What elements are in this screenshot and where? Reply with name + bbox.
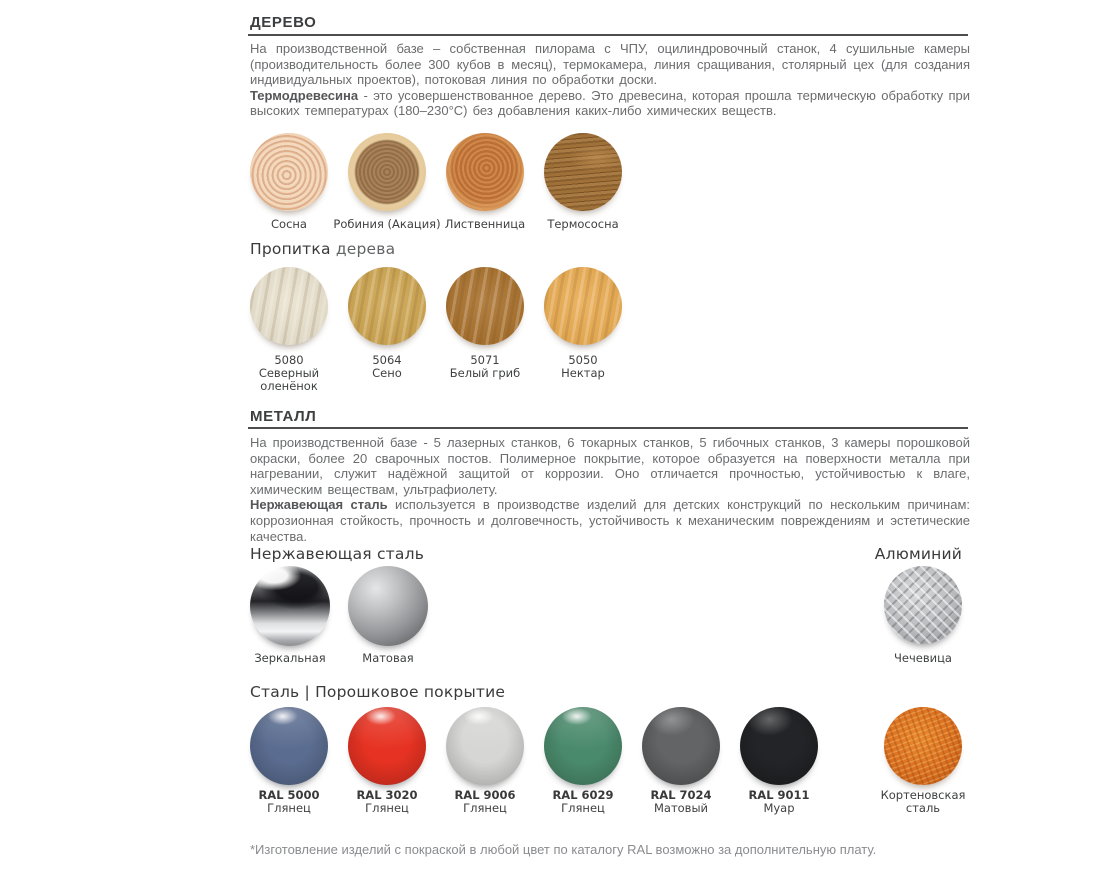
powder-coating-heading: Сталь | Порошковое покрытие bbox=[250, 683, 506, 701]
impregnation-5050-name: Нектар bbox=[561, 366, 605, 380]
ral-9011-caption bbox=[724, 789, 834, 815]
corten-steel-label: Кортеновская сталь bbox=[880, 788, 966, 815]
impregnation-5080-image bbox=[250, 267, 328, 345]
matte-steel-image bbox=[348, 566, 428, 646]
ral-7024-finish: Матовый bbox=[653, 801, 709, 815]
ral-7024-image bbox=[642, 707, 720, 785]
ral-9011-finish: Муар bbox=[763, 801, 795, 815]
ral-9011-code: RAL 9011 bbox=[748, 788, 810, 802]
impregnation-5064-image bbox=[348, 267, 426, 345]
larch-swatch-image bbox=[446, 133, 524, 211]
powder-coating-row bbox=[250, 707, 818, 815]
swatch-ral-3020 bbox=[348, 707, 426, 815]
ral-5000-finish: Глянец bbox=[267, 801, 311, 815]
wood-section-text bbox=[250, 41, 970, 119]
thermowood-definition: - это усовершенствованное дерево. Это древесина, которая прошла термическую обработку при высоких температурах (180–230°С) без добавления каких-либо химических веществ. bbox=[250, 87, 970, 119]
aluminum-diamond-image bbox=[884, 566, 962, 644]
impregnation-5050-code: 5050 bbox=[568, 353, 598, 367]
ral-6029-finish: Глянец bbox=[561, 801, 605, 815]
thermopine-swatch-image bbox=[544, 133, 622, 211]
wood-section-title: ДЕРЕВО bbox=[250, 14, 317, 31]
impregnation-5050-caption bbox=[528, 354, 638, 380]
swatch-ral-9011 bbox=[740, 707, 818, 815]
ral-3020-code: RAL 3020 bbox=[356, 788, 418, 802]
pine-label: Сосна bbox=[271, 217, 307, 231]
swatch-larch bbox=[446, 133, 524, 231]
impregnation-5064-name: Сено bbox=[372, 366, 402, 380]
mirror-steel-label: Зеркальная bbox=[254, 651, 326, 665]
metal-section-text bbox=[250, 435, 970, 544]
impregnation-row bbox=[250, 267, 622, 393]
content-column bbox=[248, 0, 971, 879]
ral-5000-code: RAL 5000 bbox=[258, 788, 320, 802]
ral-5000-image bbox=[250, 707, 328, 785]
impregnation-heading-word2: дерева bbox=[335, 240, 396, 258]
stainless-paragraph bbox=[250, 497, 970, 544]
metal-section-divider bbox=[248, 427, 968, 429]
thermowood-paragraph bbox=[250, 88, 970, 119]
swatch-ral-5000 bbox=[250, 707, 328, 815]
corten-steel-image bbox=[884, 707, 962, 785]
mirror-steel-image bbox=[250, 566, 330, 646]
impregnation-5064-caption bbox=[332, 354, 442, 380]
aluminum-diamond-label: Чечевица bbox=[894, 651, 952, 665]
impregnation-5064-code: 5064 bbox=[372, 353, 402, 367]
swatch-robinia bbox=[333, 133, 441, 231]
impregnation-5071-name: Белый гриб bbox=[449, 366, 521, 380]
ral-6029-caption bbox=[528, 789, 638, 815]
impregnation-5071-image bbox=[446, 267, 524, 345]
swatch-5050 bbox=[544, 267, 622, 393]
matte-steel-label: Матовая bbox=[362, 651, 414, 665]
stainless-heading: Нержавеющая сталь bbox=[250, 545, 425, 563]
ral-9006-caption bbox=[430, 789, 540, 815]
swatch-ral-6029 bbox=[544, 707, 622, 815]
swatch-corten-steel bbox=[880, 707, 966, 815]
impregnation-5071-caption bbox=[430, 354, 540, 380]
ral-6029-image bbox=[544, 707, 622, 785]
swatch-matte-steel bbox=[348, 566, 428, 665]
wood-species-row bbox=[250, 133, 622, 231]
impregnation-5071-code: 5071 bbox=[470, 353, 500, 367]
impregnation-5080-caption bbox=[234, 354, 344, 393]
swatch-mirror-steel bbox=[250, 566, 330, 665]
swatch-5064 bbox=[348, 267, 426, 393]
swatch-thermopine bbox=[544, 133, 622, 231]
ral-9011-image bbox=[740, 707, 818, 785]
robinia-swatch-image bbox=[348, 133, 426, 211]
aluminum-heading: Алюминий bbox=[874, 545, 962, 563]
swatch-ral-9006 bbox=[446, 707, 524, 815]
ral-7024-caption bbox=[626, 789, 736, 815]
ral-footnote: *Изготовление изделий с покраской в любой цвет по каталогу RAL возможно за дополнительную плату. bbox=[250, 842, 877, 857]
metal-intro-paragraph: На производственной базе - 5 лазерных станков, 6 токарных станков, 5 гибочных станков, 3 камеры порошковой окраски, более 20 сварочных постов. Полимерное покрытие, которое образуется на поверхности металла при нагревании, служит надёжной защитой от коррозии. Оно отличается прочностью, устойчивостью к влаге, химическим веществам, ультрафиолету. bbox=[250, 435, 970, 497]
wood-intro-paragraph: На производственной базе – собственная пилорама с ЧПУ, оцилиндровочный станок, 4 сушильные камеры (производительность более 300 кубов в месяц), термокамера, линия сращивания, столярный цех (для создания индивидуальных проектов), потоковая линия по обработки доски. bbox=[250, 41, 970, 88]
swatch-5080 bbox=[250, 267, 328, 393]
impregnation-5080-name: Северный оленёнок bbox=[258, 366, 320, 393]
thermopine-label: Термососна bbox=[547, 217, 619, 231]
ral-3020-finish: Глянец bbox=[365, 801, 409, 815]
ral-9006-image bbox=[446, 707, 524, 785]
metal-section-title: МЕТАЛЛ bbox=[250, 408, 317, 425]
thermowood-term: Термодревесина bbox=[250, 87, 359, 103]
stainless-row bbox=[250, 566, 428, 665]
ral-5000-caption bbox=[234, 789, 344, 815]
ral-3020-caption bbox=[332, 789, 442, 815]
stainless-term: Нержавеющая сталь bbox=[250, 497, 388, 513]
ral-9006-code: RAL 9006 bbox=[454, 788, 516, 802]
ral-7024-code: RAL 7024 bbox=[650, 788, 712, 802]
impregnation-5080-code: 5080 bbox=[274, 353, 304, 367]
larch-label: Лиственница bbox=[444, 217, 526, 231]
wood-section-divider bbox=[248, 34, 968, 36]
swatch-aluminum-diamond bbox=[884, 566, 962, 665]
swatch-pine bbox=[250, 133, 328, 231]
swatch-5071 bbox=[446, 267, 524, 393]
impregnation-heading bbox=[250, 240, 395, 258]
stainless-definition: используется в производстве изделий для детских конструкций по нескольким причинам: коррозионная стойкость, прочность и долговечность, устойчивость к механическим повреждениям и эстетические качества. bbox=[250, 497, 971, 544]
pine-swatch-image bbox=[250, 133, 328, 211]
ral-9006-finish: Глянец bbox=[463, 801, 507, 815]
swatch-ral-7024 bbox=[642, 707, 720, 815]
impregnation-heading-word1: Пропитка bbox=[250, 240, 331, 258]
robinia-label: Робиния (Акация) bbox=[333, 217, 441, 231]
ral-6029-code: RAL 6029 bbox=[552, 788, 614, 802]
ral-3020-image bbox=[348, 707, 426, 785]
impregnation-5050-image bbox=[544, 267, 622, 345]
